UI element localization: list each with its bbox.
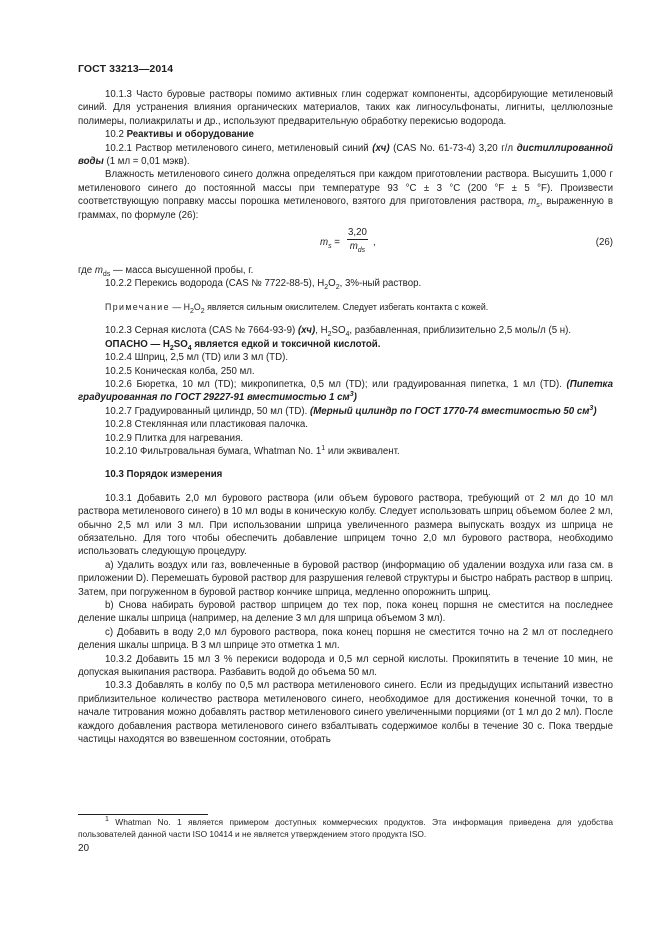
paragraph-10-2-3: 10.2.3 Серная кислота (CAS № 7664-93-9) (хч), $H_2SO_4$, разбавленная, приблизительно 2,5 моль/л (5 н). bbox=[105, 325, 572, 339]
running-header: ГОСТ 33213—2014 bbox=[78, 63, 174, 75]
body-text bbox=[78, 88, 613, 746]
paragraph-10-2-2: 10.2.2 Перекись водорода (CAS № 7722-88-5), $H_2O_2$, 3%-ный раствор. bbox=[105, 278, 422, 292]
formula-lhs: $m_s$ = bbox=[320, 237, 340, 250]
formula-26 bbox=[78, 226, 613, 262]
list-item-a: a) Удалить воздух или газ, вовлеченные в буровой раствор (информацию об удалении воздуха или газа см. в приложении D). Перемешать буровой раствор для разрушения гелевой структуры и быстро набрать раствор в шприц. Затем, при погруженном в буровой раствор кончике шприца, медленно опорожнить шприц. bbox=[78, 559, 613, 598]
heading-title: Реактивы и оборудование bbox=[126, 129, 254, 141]
note: Примечание — $H_2O_2$ является сильным окислителем. Следует избегать контакта с кожей. bbox=[105, 301, 489, 315]
text: Влажность метиленового синего должна определяться при каждом приготовлении раствора. Высушить 1,000 г метиленового синего до постоянной массы при температуре 93 °С ± 3 °С (200 °F ± 5 °F). Произвести соответствующую поправку массы порошка метиленового, взятого для приготовления раствора, bbox=[78, 169, 613, 208]
text: 10.2.1 Раствор метиленового синего, метиленовый синий bbox=[105, 142, 369, 154]
paragraph-10-2-10: 10.2.10 Фильтровальная бумага, Whatman No. $1^1$ или эквивалент. bbox=[105, 444, 400, 457]
heading-10-2 bbox=[78, 128, 613, 141]
page-number: 20 bbox=[78, 843, 90, 854]
text: (CAS No. 61-73-4) 3,20 г/л bbox=[393, 142, 514, 154]
footnote-text: Whatman No. 1 является примером доступных коммерческих продуктов. Эта информация приведена для удобства пользователей данной части ISO 10414 и не является утверждением этого продукта ISO. bbox=[78, 817, 613, 839]
paragraph-10-2-1 bbox=[78, 142, 613, 169]
formula-explanation: где $m_{ds}$ — масса высушенной пробы, г. bbox=[78, 265, 254, 278]
formula-number: (26) bbox=[595, 237, 613, 249]
danger-warning: ОПАСНО — $H_2SO_4$ является едкой и токсичной кислотой. bbox=[105, 338, 381, 352]
footnote-marker: 1 bbox=[105, 816, 109, 824]
paragraph-10-3-3: 10.3.3 Добавлять в колбу по 0,5 мл раствора метиленового синего. Если из предыдущих испытаний известно приблизительное количество раствора метиленового синего, необходимое для достижения конечной точки, то в начале титрования можно добавлять раствор метиленового синего увеличенными порциями (от 1 мл до 2 мл). После каждого добавления раствора метиленового синего взбалтывать содержимое колбы в течение 30 с. Пока твердые частицы находятся во взвешенном состоянии, отобрать bbox=[78, 680, 613, 746]
footnote-ref: 1 bbox=[321, 444, 326, 452]
paragraph-moisture bbox=[78, 168, 613, 222]
heading-number: 10.2 bbox=[105, 129, 124, 141]
symbol: m bbox=[528, 196, 537, 208]
formula-fraction bbox=[347, 226, 368, 254]
paragraph-10-2-6: 10.2.6 Бюретка, 10 мл (TD); микропипетка, 0,5 мл (TD); или градуированная пипетка, 1 мл (TD). (Пипетка градуированная по ГОСТ 29227-91 вместимостью 1 $см^3$) bbox=[78, 378, 613, 404]
list-item-b: b) Снова набирать буровой раствор шприцем до тех пор, пока конец поршня не сместится на последнее деление шкалы шприца (например, на деление 3 мл для шприца объемом 3 мл). bbox=[78, 600, 613, 625]
fraction-numerator: 3,20 bbox=[347, 226, 368, 240]
paragraph-10-2-8: 10.2.8 Стеклянная или пластиковая палочка. bbox=[105, 419, 308, 431]
fraction-denominator: $m_{ds}$ bbox=[349, 241, 366, 255]
footnote bbox=[78, 816, 613, 840]
heading-10-3: 10.3 Порядок измерения bbox=[105, 469, 223, 481]
list-item-c: c) Добавить в воду 2,0 мл бурового раствора, пока конец поршня не сместится точно на 2 мл от последнего деления шкалы шприца. В 3 мл шприце это отметка 1 мл. bbox=[78, 626, 613, 652]
text: , выраженную в граммах, по формуле (26): bbox=[78, 196, 613, 221]
emphasis: дистиллированной воды bbox=[78, 142, 613, 168]
paragraph-10-2-9: 10.2.9 Плитка для нагревания. bbox=[105, 432, 244, 444]
paragraph-10-3-2: 10.3.2 Добавить 15 мл 3 % перекиси водорода и 0,5 мл серной кислоты. Прокипятить в течение 10 мин, не допуская выкипания раствора. Разбавить водой до объема 50 мл. bbox=[78, 653, 613, 679]
paragraph-10-3-1: 10.3.1 Добавить 2,0 мл бурового раствора (или объем бурового раствора, требующий от 2 мл до 10 мл раствора метиленового синего) в 10 мл воды в коническую колбу. Следует использовать шприц объемом более 2 мл, обычно 2,5 мл или 3 мл. При использовании шприца увеличенного размера выпускать воздух из шприца не обязательно. Для того чтобы обеспечить добавление шприцем точно 2,0 мл бурового раствора, необходимо использовать следующую процедуру. bbox=[78, 492, 613, 558]
note-label: Примечание bbox=[105, 301, 170, 312]
paragraph-10-1-3: 10.1.3 Часто буровые растворы помимо активных глин содержат компоненты, адсорбирующие метиленовый синий. Для устранения влияния органических материалов, таких как лигносульфонаты, лигниты, целлюлозные полимеры, полиакрилаты и др., используют предварительную обработку перекисью водорода. bbox=[78, 89, 613, 127]
paragraph-10-2-7: 10.2.7 Градуированный цилиндр, 50 мл (TD). (Мерный цилиндр по ГОСТ 1770-74 вместимостью 50 $см^3$) bbox=[105, 404, 597, 417]
subscript: s bbox=[536, 202, 540, 210]
text: (1 мл = 0,01 мэкв). bbox=[106, 156, 190, 168]
grade-mark: (хч) bbox=[372, 142, 390, 154]
paragraph-10-2-4: 10.2.4 Шприц, 2,5 мл (TD) или 3 мл (TD). bbox=[105, 352, 289, 364]
formula-comma: , bbox=[373, 237, 376, 249]
paragraph-10-2-5: 10.2.5 Коническая колба, 250 мл. bbox=[105, 365, 255, 377]
footnote-divider bbox=[78, 814, 208, 815]
